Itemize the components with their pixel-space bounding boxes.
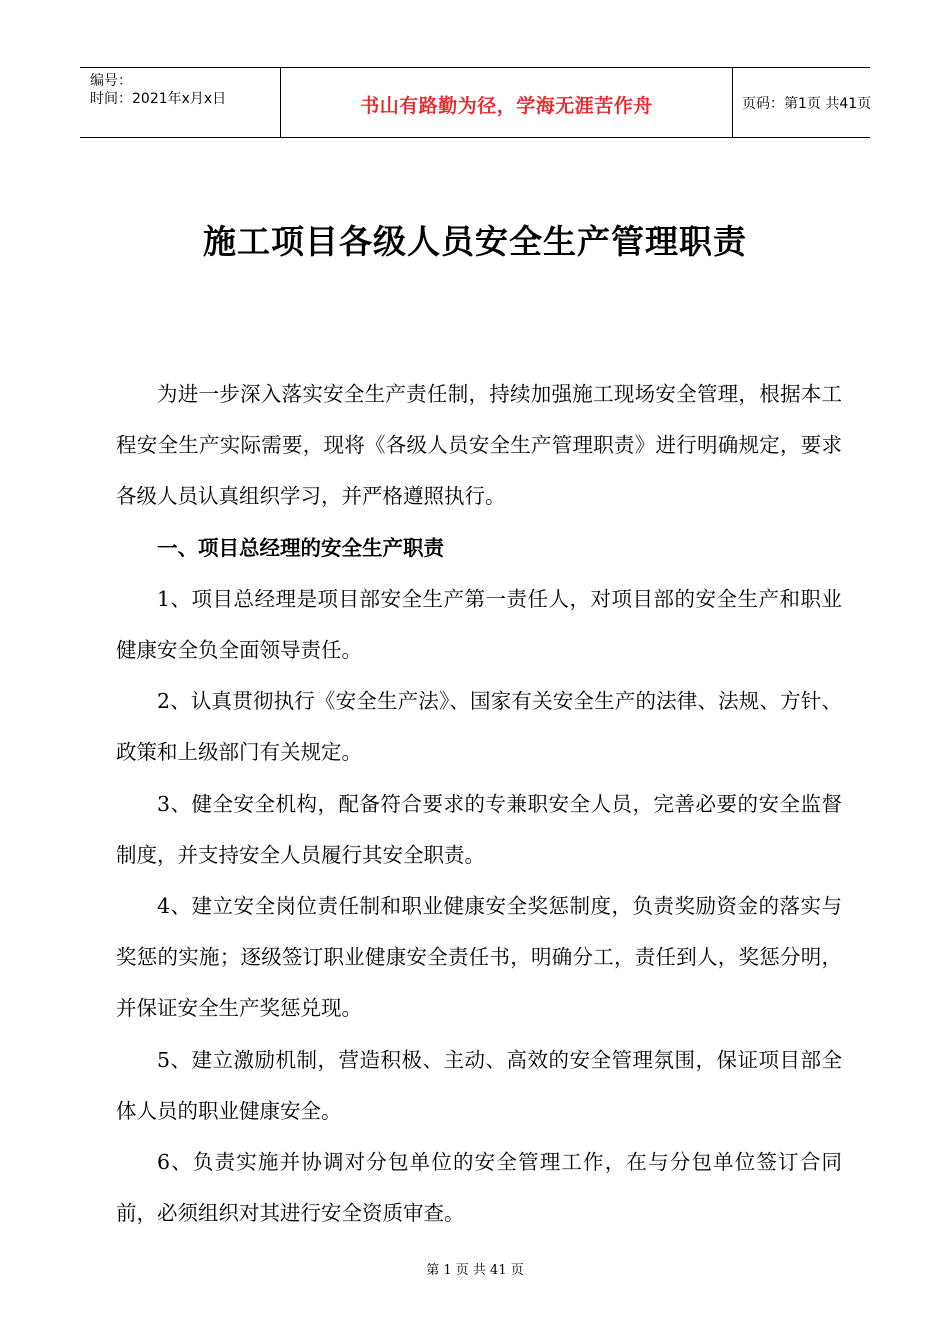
duty-item: 6、负责实施并协调对分包单位的安全管理工作，在与分包单位签订合同前，必须组织对其进行安全资质审查。 bbox=[116, 1150, 842, 1226]
duty-item: 5、建立激励机制，营造积极、主动、高效的安全管理氛围，保证项目部全体人员的职业健康安全。 bbox=[116, 1047, 842, 1123]
header-info-cell bbox=[80, 68, 280, 137]
duty-item: 3、健全安全机构，配备符合要求的专兼职安全人员，完善必要的安全监督制度，并支持安全人员履行其安全职责。 bbox=[116, 791, 842, 867]
header-page-cell bbox=[732, 68, 870, 137]
duty-item: 4、建立安全岗位责任制和职业健康安全奖惩制度，负责奖励资金的落实与奖惩的实施；逐级签订职业健康安全责任书，明确分工，责任到人，奖惩分明，并保证安全生产奖惩兑现。 bbox=[116, 894, 842, 1021]
document-number-label: 编号： bbox=[90, 73, 132, 89]
motto-text: 书山有路勤为径，学海无涯苦作舟 bbox=[360, 95, 653, 117]
section-heading: 一、项目总经理的安全生产职责 bbox=[157, 535, 444, 560]
page-footer: 第 1 页 共 41 页 bbox=[426, 1263, 524, 1278]
document-title: 施工项目各级人员安全生产管理职责 bbox=[203, 222, 747, 261]
duty-item: 1、项目总经理是项目部安全生产第一责任人，对项目部的安全生产和职业健康安全负全面领导责任。 bbox=[116, 586, 842, 663]
duty-item: 2、认真贯彻执行《安全生产法》、国家有关安全生产的法律、法规、方针、政策和上级部门有关规定。 bbox=[116, 689, 842, 765]
header-table bbox=[80, 67, 870, 138]
intro-paragraph: 为进一步深入落实安全生产责任制，持续加强施工现场安全管理，根据本工程安全生产实际需要，现将《各级人员安全生产管理职责》进行明确规定，要求各级人员认真组织学习，并严格遵照执行。 bbox=[116, 382, 842, 509]
document-date-label: 时间：2021年x月x日 bbox=[90, 91, 227, 107]
document-body bbox=[116, 369, 842, 1239]
header-motto-cell bbox=[280, 68, 733, 137]
page-number-label: 页码：第1页 共41页 bbox=[742, 96, 872, 112]
